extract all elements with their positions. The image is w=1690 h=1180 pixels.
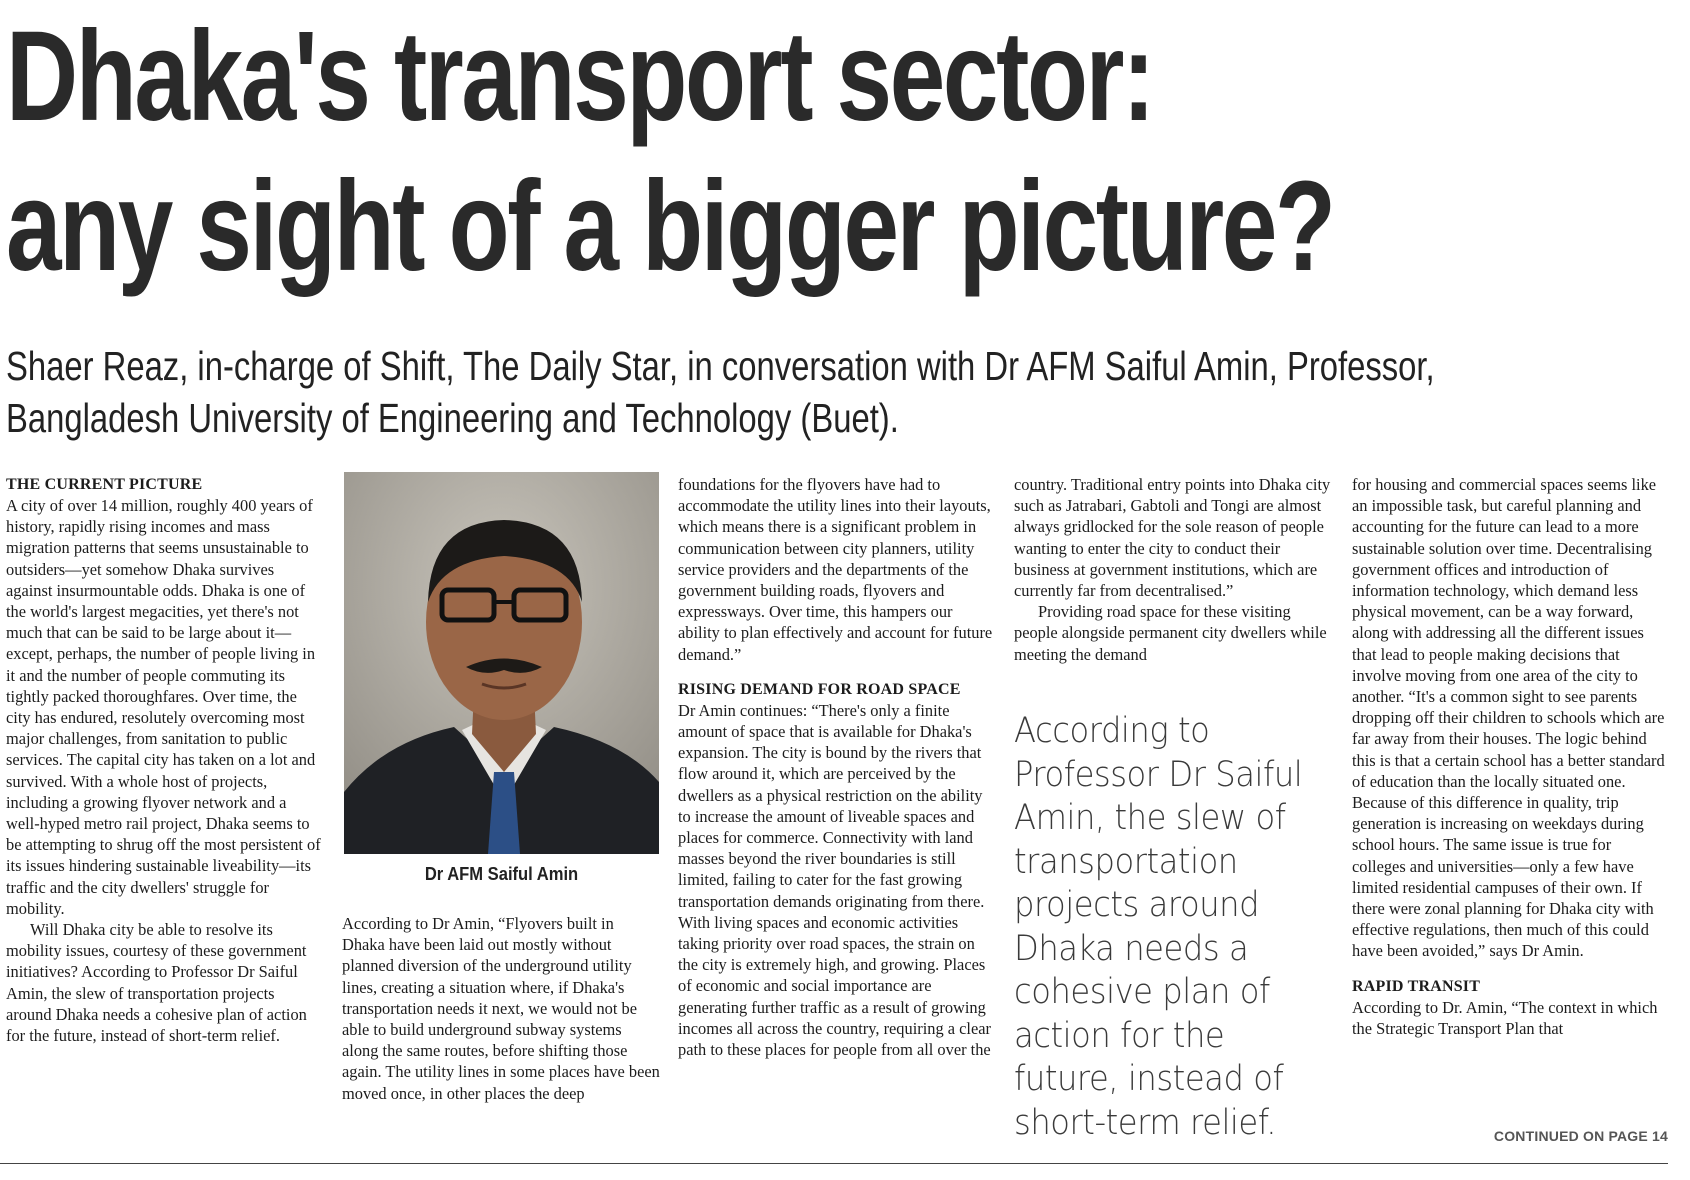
headline-line-2: any sight of a bigger picture? [6, 155, 1334, 298]
column-4-paragraph-1: country. Traditional entry points into Dhaka city such as Jatrabari, Gabtoli and Tongi are almost always gridlocked for the sole reason of people wanting to enter the city to conduct their business at government institutions, which are currently far from decentralised.” [1014, 475, 1331, 601]
column-2-paragraph-1: According to Dr Amin, “Flyovers built in Dhaka have been laid out mostly without planned diversion of the underground utility lines, creating a situation where, if Dhaka's transportation needs it next, we would not be able to build underground subway systems along the same routes, before shifting those again. The utility lines in some places have been moved once, in other places the deep [342, 914, 660, 1103]
section-heading-rising-demand: RISING DEMAND FOR ROAD SPACE [678, 680, 961, 698]
column-4 [1014, 474, 1332, 665]
pull-quote: According to Professor Dr Saiful Amin, the slew of transportation projects around Dhaka needs a cohesive plan of action for the future, instead of short-term relief. [1014, 711, 1303, 1143]
column-5-paragraph-2: According to Dr. Amin, “The context in which the Strategic Transport Plan that [1352, 997, 1658, 1038]
section-heading-current-picture: THE CURRENT PICTURE [6, 476, 203, 493]
continued-on-label: CONTINUED ON PAGE 14 [1493, 1128, 1668, 1144]
column-3 [678, 474, 996, 1060]
column-5-paragraph-1: for housing and commercial spaces seems like an impossible task, but careful planning and accounting for the future can lead to a more sustainable solution over time. Decentralising government offices and introduction of information technology, which demand less physical movement, can be a way forward, along with addressing all the different issues that lead to people making decisions that involve moving from one area of the city to another. “It's a common sight to see parents dropping off their children to schools which are far away from their houses. The logic behind this is that a certain school has a better standard of education than the locally situated one. Because of this difference in quality, trip generation is increasing on weekdays during school hours. The same issue is true for colleges and universities—only a few have limited residential campuses of their own. If there were zonal planning for Dhaka city with effective regulations, then much of this could have been avoided,” says Dr Amin. [1352, 475, 1665, 961]
column-5 [1352, 474, 1668, 1039]
column-3-paragraph-2: Dr Amin continues: “There's only a finite amount of space that is available for Dhaka's expansion. The city is bound by the rivers that flow around it, which are perceived by the dwellers as a physical restriction on the ability to increase the amount of liveable spaces and places for commerce. Connectivity with land masses beyond the river boundaries is still limited, failing to cater for the fast growing transportation demands originating from there. With living spaces and economic activities taking priority over road spaces, the strain on the city is extremely high, and growing. Places of economic and social importance are generating further traffic as a result of growing incomes all across the country, requiring a clear path to these places for people from all over the [678, 700, 991, 1060]
column-3-paragraph-1: foundations for the flyovers have had to accommodate the utility lines into their layouts, which means there is a significant problem in communication between city planners, utility service providers and the departments of the government building roads, flyovers and expressways. Over time, this hampers our ability to plan effectively and account for future demand.” [678, 475, 993, 664]
portrait-photo [344, 472, 659, 854]
column-2 [342, 913, 660, 1104]
bottom-rule [0, 1163, 1668, 1164]
headline-line-1: Dhaka's transport sector: [6, 5, 1154, 148]
deck-line-2: Bangladesh University of Engineering and Technology (Buet). [6, 395, 899, 441]
deck-subtitle [6, 340, 1526, 444]
section-heading-rapid-transit: RAPID TRANSIT [1352, 977, 1481, 995]
headline [6, 2, 1334, 302]
column-4-paragraph-2: Providing road space for these visiting people alongside permanent city dwellers while meeting the demand [1014, 602, 1327, 664]
photo-caption: Dr AFM Saiful Amin [424, 864, 579, 884]
column-1-paragraph-1: A city of over 14 million, roughly 400 years of history, rapidly rising incomes and mass migration patterns that seems unsustainable to outsiders—yet somehow Dhaka survives against insurmountable odds. Dhaka is one of the world's largest megacities, yet there's not much that can be said to be large about it—except, perhaps, the number of people living in it and the number of people commuting its tightly packed thoroughfares. Over time, the city has endured, resolutely overcoming most major challenges, from sanitation to public services. The capital city has taken on a lot and survived. With a whole host of projects, including a growing flyover network and a well-hyped metro rail project, Dhaka seems to be attempting to shrug off the most persistent of its issues hindering sustainable liveability—its traffic and the city dwellers' struggle for mobility. [6, 496, 321, 918]
deck-line-1: Shaer Reaz, in-charge of Shift, The Daily Star, in conversation with Dr AFM Saiful Amin, Professor, [6, 343, 1435, 389]
column-1 [6, 474, 322, 1046]
column-1-paragraph-2: Will Dhaka city be able to resolve its mobility issues, courtesy of these government initiatives? According to Professor Dr Saiful Amin, the slew of transportation projects around Dhaka needs a cohesive plan of action for the future, instead of short-term relief. [6, 920, 307, 1046]
portrait-illustration [344, 472, 659, 854]
